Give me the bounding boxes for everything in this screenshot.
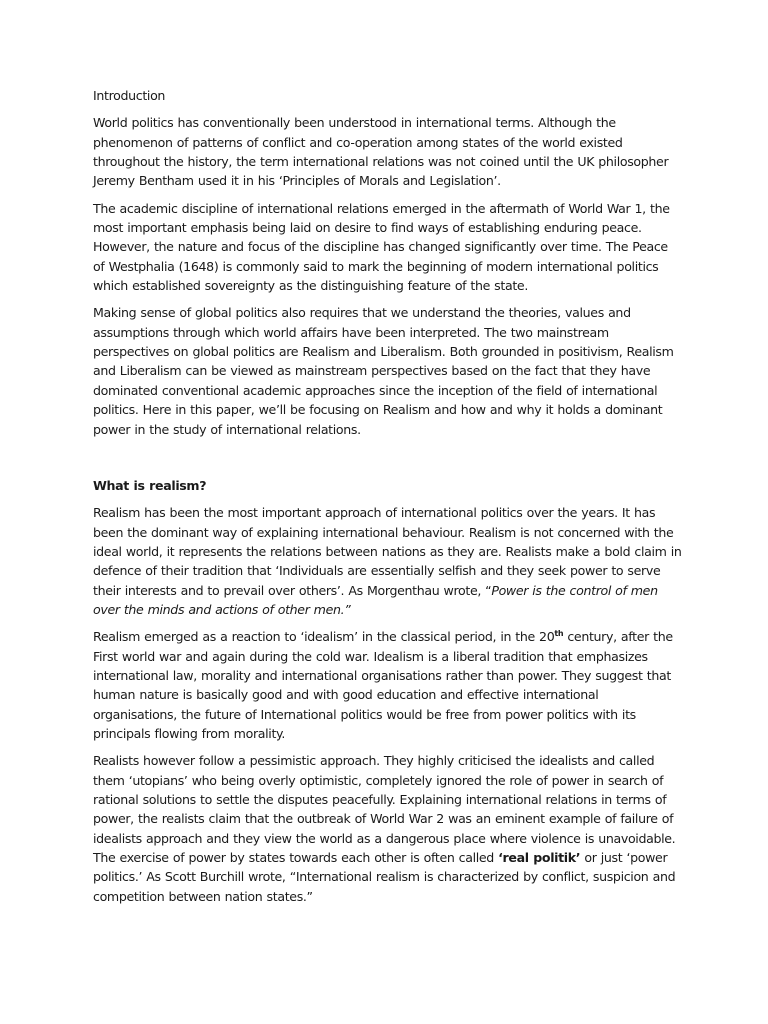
realism-p3-text-b: or just ‘power politics.’ As Scott Burchill wrote, “International realism is characterized by conflict, suspicion and competition between nation states.” — [93, 850, 676, 904]
realism-p3-text-a: Realists however follow a pessimistic approach. They highly criticised the idealists and called them ‘utopians’ who being overly optimistic, completely ignored the role of power in search of rational solutions to settle the disputes peacefully. Explaining international relations in terms of power, the realists claim that the outbreak of World War 2 was an eminent example of failure of idealists approach and they view the world as a dangerous place where violence is unavoidable. The exercise of power by states towards each other is often called — [93, 753, 676, 866]
realism-p1-text: Realism has been the most important approach of international politics over the years. It has been the dominant way of explaining international behaviour. Realism is not concerned with the ideal world, it represents the relations between nations as they are. Realists make a bold claim in defence of their tradition that ‘Individuals are essentially selfish and they seek power to serve their interests and to prevail over others’. As Morgenthau wrote, “ — [93, 505, 682, 598]
introduction-heading: Introduction — [93, 88, 166, 103]
realism-p2-text-a: Realism emerged as a reaction to ‘idealism’ in the classical period, in the 20 — [93, 629, 555, 645]
realism-paragraph-2 — [93, 627, 683, 743]
realism-heading: What is realism? — [93, 477, 207, 493]
intro-paragraph-2: The academic discipline of international relations emerged in the aftermath of World War 1, the most important emphasis being laid on desire to find ways of establishing enduring peace. However, the nature and focus of the discipline has changed significantly over time. The Peace of Westphalia (1648) is commonly said to mark the beginning of modern international politics which established sovereignty as the distinguishing feature of the state. — [93, 200, 670, 294]
century-superscript: th — [554, 629, 564, 639]
document-page — [93, 86, 683, 914]
morgenthau-quote: Power is the control of men over the minds and actions of other men.” — [93, 582, 658, 617]
realism-paragraph-3 — [93, 751, 683, 906]
intro-paragraph-1: World politics has conventionally been understood in international terms. Although the phenomenon of patterns of conflict and co-operation among states of the world existed throughout the history, the term international relations was not coined until the UK philosopher Jeremy Bentham used it in his ‘Principles of Morals and Legislation’. — [93, 115, 669, 189]
realism-p2-text-b: century, after the First world war and again during the cold war. Idealism is a liberal tradition that emphasizes international law, morality and international organisations rather than power. They suggest that human nature is basically good and with good education and effective international organisations, the future of International politics would be free from power politics with its principals flowing from morality. — [93, 629, 673, 741]
realism-paragraph-1 — [93, 503, 683, 619]
intro-paragraph-3: Making sense of global politics also requires that we understand the theories, values and assumptions through which world affairs have been interpreted. The two mainstream perspectives on global politics are Realism and Liberalism. Both grounded in positivism, Realism and Liberalism can be viewed as mainstream perspectives based on the fact that they have dominated conventional academic approaches since the inception of the field of international politics. Here in this paper, we’ll be focusing on Realism and how and why it holds a dominant power in the study of international relations. — [93, 305, 674, 437]
real-politik-term: ‘real politik’ — [498, 850, 581, 866]
